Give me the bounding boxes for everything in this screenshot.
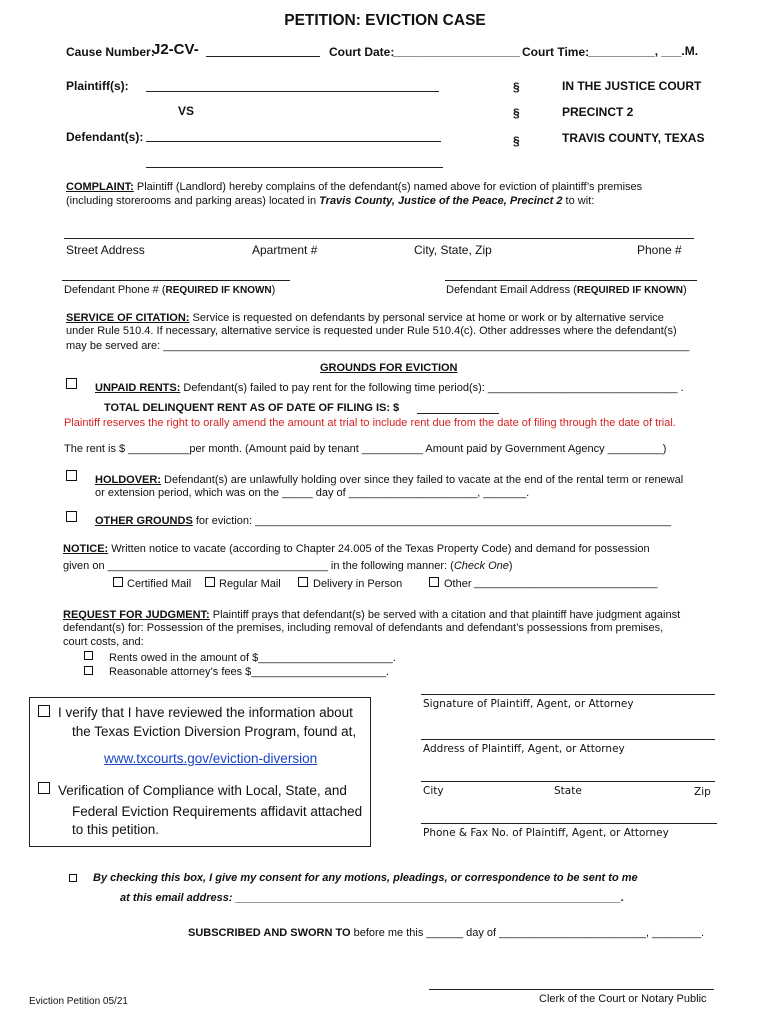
rents-owed-checkbox[interactable]: [84, 651, 93, 660]
page-title: PETITION: EVICTION CASE: [284, 12, 486, 29]
unpaid-rents-checkbox[interactable]: [66, 378, 77, 389]
sig-state-label: State: [554, 785, 582, 797]
phone-label: Phone #: [637, 243, 682, 257]
notice-given-on[interactable]: given on ____________________________________ in the following manner: (Check One): [63, 560, 513, 572]
certified-mail-label: Certified Mail: [127, 578, 192, 590]
certified-mail-checkbox[interactable]: [113, 577, 123, 587]
signature-label: Signature of Plaintiff, Agent, or Attorney: [423, 698, 634, 710]
court-time-field[interactable]: __________, ___.M.: [588, 44, 699, 58]
address-field[interactable]: [421, 739, 715, 740]
judgment-line3: court costs, and:: [63, 636, 144, 648]
diversion-line1: I verify that I have reviewed the information about: [58, 705, 353, 720]
compliance-line1: Verification of Compliance with Local, State, and: [58, 783, 347, 798]
other-method-label: Other: [444, 578, 472, 590]
notice-paragraph: NOTICE: Written notice to vacate (according to Chapter 24.005 of the Texas Property Code) and demand for possession: [63, 543, 650, 555]
delinquent-rent-field[interactable]: [417, 413, 499, 414]
defendant-field-2[interactable]: [146, 167, 443, 168]
regular-mail-checkbox[interactable]: [205, 577, 215, 587]
compliance-affidavit-checkbox[interactable]: [38, 782, 50, 794]
complaint-paragraph: COMPLAINT: Plaintiff (Landlord) hereby complains of the defendant(s) named above for eviction of plaintiff’s premises: [66, 181, 643, 193]
cause-number-prefix: J2-CV-: [152, 41, 199, 58]
email-consent-checkbox[interactable]: [69, 874, 77, 882]
holdover-checkbox[interactable]: [66, 470, 77, 481]
citation-line3[interactable]: may be served are: ______________________________________________________________________________________: [66, 340, 690, 352]
cause-number-label: Cause Number:: [66, 45, 155, 59]
unpaid-rents-text: UNPAID RENTS: Defendant(s) failed to pay rent for the following time period(s): _______________________________ .: [95, 382, 684, 394]
citation-line2: under Rule 510.4. If necessary, alternative service is requested under Rule 510.4(c). Other addresses where the defendant(s): [66, 325, 677, 337]
signature-field[interactable]: [421, 694, 715, 695]
court-line-1: IN THE JUSTICE COURT: [562, 79, 702, 93]
premises-address-field[interactable]: [64, 238, 694, 239]
vs-label: VS: [178, 104, 195, 118]
plaintiff-label: Plaintiff(s):: [66, 79, 129, 93]
sworn-statement[interactable]: SUBSCRIBED AND SWORN TO before me this ______ day of ________________________, ________.: [188, 927, 705, 939]
sig-city-label: City: [423, 785, 444, 797]
diversion-program-checkbox[interactable]: [38, 705, 50, 717]
regular-mail-label: Regular Mail: [219, 578, 281, 590]
court-line-3: TRAVIS COUNTY, TEXAS: [562, 131, 705, 145]
cause-number-field[interactable]: [206, 56, 320, 57]
sig-zip-label: Zip: [694, 786, 711, 798]
defendant-field[interactable]: [146, 141, 441, 142]
clerk-signature-field[interactable]: [429, 989, 714, 990]
defendant-email-label: Defendant Email Address (REQUIRED IF KNOWN): [446, 284, 687, 296]
reserve-right-note: Plaintiff reserves the right to orally amend the amount at trial to include rent due from the date of filing through the date of trial.: [64, 417, 676, 429]
delinquent-rent-label: TOTAL DELINQUENT RENT AS OF DATE OF FILING IS: $: [104, 402, 400, 414]
court-time-label: Court Time:: [522, 45, 590, 59]
holdover-text: HOLDOVER: Defendant(s) are unlawfully holding over since they failed to vacate at the end of the rental term or renewal: [95, 474, 684, 486]
form-id: Eviction Petition 05/21: [29, 996, 128, 1007]
eviction-diversion-link[interactable]: www.txcourts.gov/eviction-diversion: [104, 751, 318, 766]
phone-fax-field[interactable]: [421, 823, 717, 824]
other-method-field[interactable]: ______________________________: [474, 577, 658, 589]
street-address-label: Street Address: [66, 243, 145, 257]
diversion-line2: the Texas Eviction Diversion Program, found at,: [72, 724, 357, 739]
section-mark: §: [513, 134, 520, 148]
complaint-paragraph-line2: (including storerooms and parking areas) located in Travis County, Justice of the Peace, Precinct 2 to wit:: [66, 195, 595, 207]
defendant-label: Defendant(s):: [66, 130, 144, 144]
rents-owed-line[interactable]: Rents owed in the amount of $______________________.: [109, 652, 396, 664]
defendant-phone-field[interactable]: [62, 280, 290, 281]
grounds-heading: GROUNDS FOR EVICTION: [320, 362, 458, 374]
court-date-field[interactable]: ___________________: [393, 44, 520, 58]
city-state-zip-field[interactable]: [421, 781, 715, 782]
other-grounds-text[interactable]: OTHER GROUNDS for eviction: ____________________________________________________________________: [95, 515, 672, 527]
apartment-label: Apartment #: [252, 243, 318, 257]
phone-fax-label: Phone & Fax No. of Plaintiff, Agent, or Attorney: [423, 827, 669, 839]
citation-paragraph: SERVICE OF CITATION: Service is requested on defendants by personal service at home or work or by alternative service: [66, 312, 664, 324]
plaintiff-field[interactable]: [146, 91, 439, 92]
judgment-paragraph: REQUEST FOR JUDGMENT: Plaintiff prays that defendant(s) be served with a citation and that plaintiff have judgment against: [63, 609, 681, 621]
judgment-line2: defendant(s) for: Possession of the premises, including removal of defendants and defendant’s possessions from premises,: [63, 622, 664, 634]
section-mark: §: [513, 106, 520, 120]
delivery-in-person-checkbox[interactable]: [298, 577, 308, 587]
address-label: Address of Plaintiff, Agent, or Attorney: [423, 743, 625, 755]
other-grounds-checkbox[interactable]: [66, 511, 77, 522]
holdover-line2[interactable]: or extension period, which was on the _____ day of _____________________, _______.: [95, 487, 530, 499]
compliance-line3: to this petition.: [72, 822, 160, 837]
email-consent-line1: By checking this box, I give my consent for any motions, pleadings, or correspondence to be sent to me: [93, 872, 638, 884]
attorney-fees-checkbox[interactable]: [84, 666, 93, 675]
rent-amount-line[interactable]: The rent is $ __________per month. (Amount paid by tenant __________ Amount paid by Government Agency _________): [64, 443, 667, 455]
attorney-fees-line[interactable]: Reasonable attorney’s fees $______________________.: [109, 666, 389, 678]
compliance-line2: Federal Eviction Requirements affidavit attached: [72, 804, 363, 819]
email-consent-line2[interactable]: at this email address: _______________________________________________________________.: [120, 892, 625, 904]
defendant-email-field[interactable]: [445, 280, 697, 281]
other-method-checkbox[interactable]: [429, 577, 439, 587]
clerk-label: Clerk of the Court or Notary Public: [539, 993, 707, 1005]
defendant-phone-label: Defendant Phone # (REQUIRED IF KNOWN): [64, 284, 276, 296]
city-state-zip-label: City, State, Zip: [414, 243, 492, 257]
court-date-label: Court Date:: [329, 45, 395, 59]
delivery-in-person-label: Delivery in Person: [313, 578, 403, 590]
court-line-2: PRECINCT 2: [562, 105, 634, 119]
section-mark: §: [513, 80, 520, 94]
